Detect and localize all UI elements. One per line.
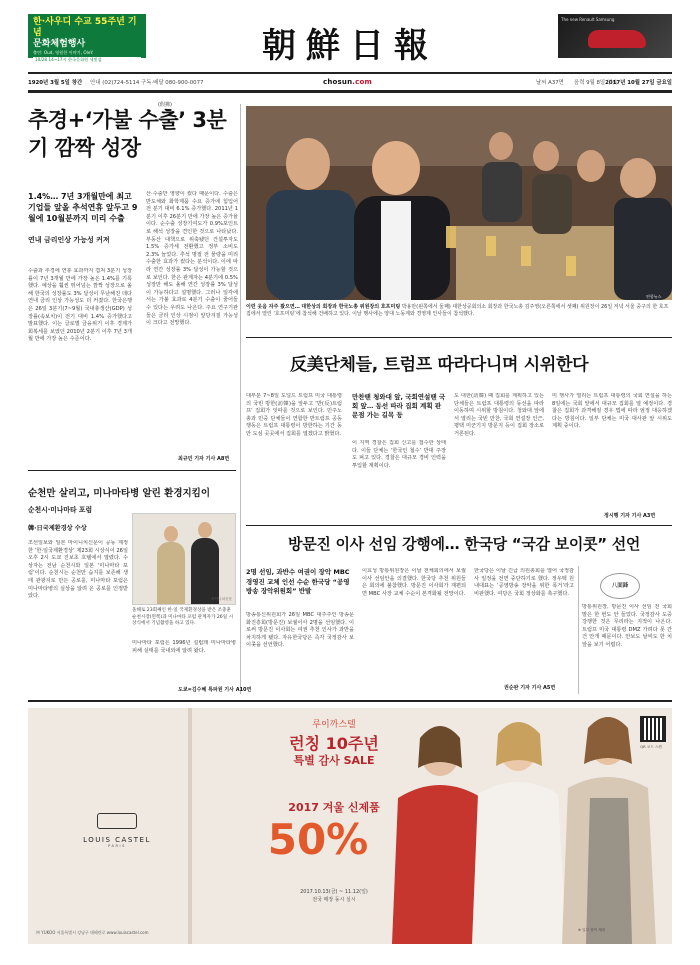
story3-body-column-2: 이효성 방통위원장은 이날 전체회의에서 보궐이사 선임안을 의결했다. 한국당 추천 위원들은 회의에 불참했다. 방문진 이사회가 재편되면 MBC 사장 교체 수순이 본격화될 전망이다. [362,568,466,597]
left-story-subheadline-2: 韓·日국제환경상 수상 [28,525,87,532]
story2-rule [246,337,672,338]
ad-line-3: 출연: Oud, 영원한 이야기, OleY. [33,50,94,55]
top-right-car-advertisement[interactable] [558,14,672,58]
ad-subtitle: 특별 감사 SALE [293,754,375,767]
lead-subheadline: 1.4%… 7년 3개월만에 최고 기업들 앞올 추석연휴 앞두고 9월에 10월분까지 미리 수출 [28,192,138,223]
qr-code-icon[interactable] [640,716,666,742]
photo-caption [246,304,672,318]
logo-emblem-icon [97,813,137,829]
story3-body-column-1: 방송통신위원회가 26일 MBC 대주주인 방송문화진흥회(방문진) 보궐이사 2명을 선임했다. 이로써 방문진 이사회는 여권 추천 인사가 과반을 차지하게 됐다. 자유한국당은 즉각 국정감사 보이콧을 선언했다. [246,612,354,649]
left-story-photo[interactable] [132,513,236,605]
ad-discount-percent: 50% [267,815,369,864]
main-photo[interactable] [246,106,672,300]
lead-headline-ruby: (假拂) [158,102,172,108]
photo-caption-text: 박용만(왼쪽에서 둘째) 대한상공회의소 회장과 한국노총 김주영(오른쪽에서 셋째) 위원장이 26일 저녁 서울 중구의 한 호프집에서 열린 ‘호프미팅’에 참석해 건배하고 있다. 이날 행사에는 양대 노동계와 경영계 인사들이 참석했다. [246,304,669,317]
site-domain: .com [352,78,372,86]
ad-line-4: 10/28 14~17시 한국문화원 세빛섬 [33,57,141,63]
site-name: chosun [323,78,353,86]
story2-body-column-1: 대부분 7~8일 도널드 트럼프 미국 대통령의 국빈 방한(訪韓)을 앞두고 ‘반(反)트럼프’ 집회가 잇따를 것으로 보인다. 민주노총과 민중 단체들이 연합한 반트럼프 공동행동은 트럼프 대통령이 방한하는 기간 동안 도심 곳곳에서 집회를 열겠다고 밝혔다. [246,393,342,437]
person-figure-1 [157,542,185,604]
story2-body-column-2: 이 지역 경찰은 집회 신고를 접수한 상태다. 이들 단체는 ‘한국인 철수’ 반대 주장도 펴고 있다. 경찰은 대규모 경비 인력을 투입할 계획이다. [352,440,446,469]
top-left-advertisement[interactable] [28,14,146,62]
ad-title: 런칭 10주년 [289,734,379,753]
qr-code-label: QR 코드 스캔 [640,745,662,749]
column-divider [578,566,579,694]
ad-logo-name: LOUIS CASTEL [83,836,151,844]
lead-byline: 최규민 기자 기사 A8면 [178,456,230,462]
story2-body-column-4: 미 행사가 열리는 트럼프 대통령의 국회 연설을 하는 8일에는 국회 앞에서 대규모 집회를 열 예정이다. 경찰은 집회가 과격해질 경우 법에 따라 엄정 대응하겠다는 방침이다. 일부 단체는 미국 대사관 앞 시위도 계획 중이다. [552,393,672,430]
lead-body-col2-text: 산·수출만 영향이 컸다 때문이다. 수출은 반도체와 화학제품 수요 증가에 힘입어 전 분기 대비 6.1% 증가했다. 2011년 1분기 이후 26분기 만에 가장 높은 증가율이다. 순수출 성장기여도가 0.9%포인트로 해석 성장을 견인한 것으로 나타났다. 부동산 대책으로 위축됐던 건설투자도 1.5% 증가세 전환했고 정부 소비도 2.3% 늘었다. 추석 명절 전 물량을 미리 수출한 효과가 컸다는 분석이다. [146,191,238,266]
person-head-1 [164,526,178,542]
ad-dates-note: 전국 매장 동시 실시 [312,897,356,903]
lead-divider [28,470,236,471]
story2-subheadline: 만찬땐 청와대 앞, 국회연설땐 국회 앞… 동선 따라 집회 계획 판문점 가는 길목 등 [352,393,446,419]
left-story-body: 조선일보와 일본 마이니치신문이 공동 제정한 ‘한·일국제환경상’ 제23회 시상식이 26일 오후 2시 도쿄 진보초 호텔에서 열렸다. 수상자는 전남 순천시와 일본 ‘미나마타 포럼’이다. 순천시는 순천만 습지를 보존해 생태 관광지로 만든 공로를, 미나마타 포럼은 미나마타병의 실상을 알려 온 공로를 인정받았다. [28,540,128,600]
ad-line-1: 한·사우디 수교 55주년 기념 [33,17,137,38]
story3-body-column-3: 한국당은 이날 긴급 의원총회를 열어 국정감사 일정을 전면 중단하기로 했다. 정우택 원내대표는 ‘공영방송 장악을 위한 폭거’라고 비판했다. 여당은 국회 정상화를 촉구했다. [474,568,574,597]
story2-byline: 정시행 기자 기사 A3면 [604,513,656,519]
ad-brand-logo[interactable] [70,813,164,848]
story3-rule [246,525,672,526]
left-story-headline[interactable]: 순천만 살리고, 미나마타병 알린 환경지킴이 [28,488,211,499]
masthead-rule-top [28,72,672,74]
issue-date: 2017년 10월 27일 금요일 [605,80,672,86]
story3-headline[interactable]: 방문진 이사 선임 강행에… 한국당 “국감 보이콧” 선언 [288,535,641,553]
ad-season: 2017 겨울 신제품 [288,801,380,814]
left-story-photo-caption: 올해로 23회째인 한·일 국제환경상을 받은 조충훈 순천시장(왼쪽)과 미나마타 포럼 관계자가 26일 시상식에서 기념촬영을 하고 있다. [132,608,234,627]
story3-subheadline: 2명 선임, 과반수 여권이 장악 MBC 경영진 교체 인선 수순 한국당 “공영방송 장악위원회” 반발 [246,568,350,595]
ad-rule [28,700,672,702]
story3-byline: 권순완 기자 기사 A5면 [504,685,556,691]
person-head-2 [198,522,212,538]
weather-ref: 날씨 A37면 [536,80,564,86]
car-ad-text: The new Renault Samsung [561,17,615,22]
ad-line-2: 문화체험행사 [33,39,86,49]
person-figure-2 [191,538,219,604]
lead-headline[interactable]: 추경+‘가불 수출’ 3분기 깜짝 성장 [28,108,227,160]
left-story-subheadline: 순천시·미나마타 포럼 [28,506,93,514]
story2-body-column-3: 도 대한(訪韓) 때 집회를 계획하고 있는 단체들은 트럼프 대통령의 동선을 따라 이동하며 시위할 방침이다. 청와대 앞에서 열리는 국빈 만찬, 국회 연설장 인근, 평택 미군기지 방문지 등이 집회 장소로 거론된다. [454,393,544,437]
column-separator [240,104,241,694]
photo-caption-title: 이런 웃음 자주 봤으면… 대한상의 회장과 한국노총 위원장의 호프미팅 [246,304,401,310]
photo-credit: 연합뉴스 [646,294,662,299]
column-logo: 八面鋒 [600,573,640,599]
lunar-date: 음력 9월 8일 丁亥 [574,80,618,86]
photo-illustration [246,106,672,300]
story2-headline[interactable]: 反美단체들, 트럼프 따라다니며 시위한다 [290,355,589,375]
contact-info: 안내 (02)724-5114 구독·배달 080-900-0077 [90,80,204,86]
lead-body-col3-text: 이에 따라 연간 성장률 3% 달성이 가능할 것으로 보인다. 한은 관계자는 4분기에 0.5% 성장만 해도 올해 연간 성장률 3% 달성이 가능하다고 설명했다. 그러나 일각에서는 가불 효과로 4분기 수출이 줄어들 수 있다는 우려도 나온다. 주요 연구기관들은 금리 인상 시점이 앞당겨질 가능성이 크다고 전망했다. [146,259,238,327]
ad-logo-sub: PARIS [108,844,126,848]
masthead-rule-bottom [28,90,672,93]
left-story-byline: 도쿄=김수혜 특파원 기사 A10면 [178,687,252,693]
founded-date: 1920년 3월 5일 창간 [28,80,83,86]
lead-body-column-2 [146,191,238,431]
ad-dates: 2017.10.13(금) ~ 11.12(일) [300,889,368,895]
lead-body-column-1: 수출과 추경에 연휴 효과까지 겹쳐 3분기 성장률이 7년 3개월 만에 가장 높은 1.4%를 기록했다. 예상을 훨씬 뛰어넘는 깜짝 성장으로 올해 한국의 성장률도 3% 달성이 무난해진 데다 연내 금리 인상 가능성도 더 커졌다. 한국은행은 26일 3분기(7~9월) 국내총생산(GDP) 성장률(속보치)이 전기 대비 1.4% 증가했다고 발표했다. 이는 글로벌 금융위기 이후 경제가 회복세를 보였던 2010년 2분기 이후 7년 3개월 만에 가장 높은 수준이다. [28,268,132,343]
left-story-photo-credit: 마이니치신문 [211,597,232,601]
site-link[interactable] [323,78,372,86]
dateline-bar [28,76,672,88]
column-text: 방통위원장, 방문진 이사 선임 전 국회 말은 한 번도 안 들었다. 국정감사 도중 강행한 것은 무리라는 지적이 나온다. 트럼프 미국 대통령 DMZ 가려다 못 간 건 안개 때문이다. 안보도 날씨도 한 치 앞을 보기 어렵다. [582,604,672,648]
newspaper-logo[interactable]: 朝鮮日報 [262,26,438,66]
ad-note: ※ 일부 품목 제외 [578,928,606,932]
ad-brand-name: 루이까스텔 [312,720,356,730]
car-icon [588,30,646,48]
ad-footer: ㈜ YUKOO 서울특별시 강남구 테헤란로 www.louiscastel.com [36,930,149,935]
lead-subheadline-2: 연내 금리인상 가능성 커져 [28,236,110,244]
left-story-body-2: 미나마타 포럼은 1996년 설립돼 미나마타병 피해 실태를 국내외에 알려 왔다. [132,640,236,654]
